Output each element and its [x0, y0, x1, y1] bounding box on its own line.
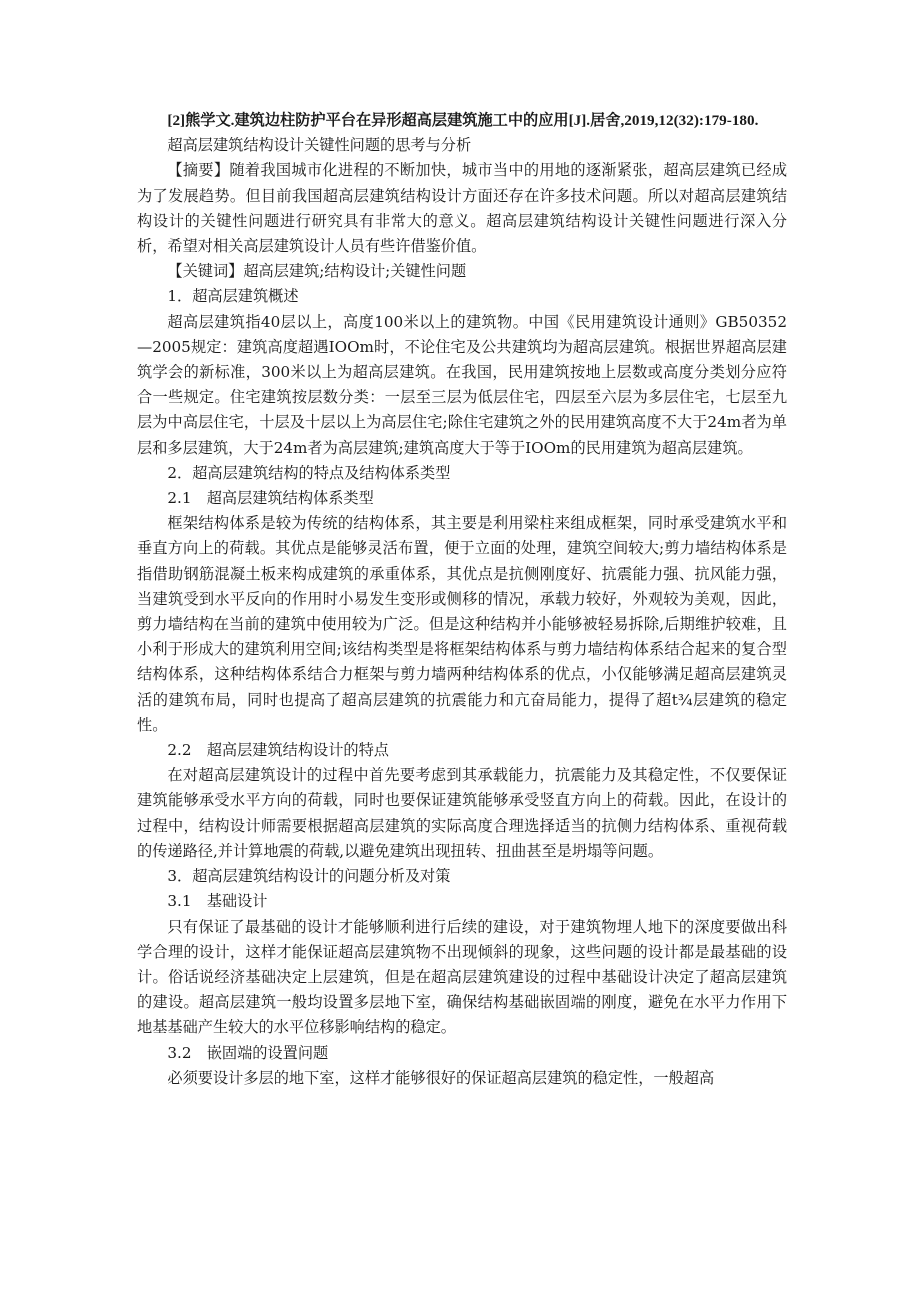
section-1-paragraph: 超高层建筑指40层以上，高度100米以上的建筑物。中国《民用建筑设计通则》GB50352—2005规定：建筑高度超遇IOOm时，不论住宅及公共建筑均为超高层建筑。根据世界超高层建筑学会的新标准，300米以上为超高层建筑。在我国，民用建筑按地上层数或高度分类划分应符合一些规定。住宅建筑按层数分类：一层至三层为低层住宅，四层至六层为多层住宅，七层至九层为中高层住宅，十层及十层以上为高层住宅;除住宅建筑之外的民用建筑高度不大于24m者为单层和多层建筑，大于24m者为高层建筑;建筑高度大于等于IOOm的民用建筑为超高层建筑。	[137, 312, 787, 457]
section-3-2-paragraph: 必须要设计多层的地下室，这样才能够很好的保证超高层建筑的稳定性，一般超高	[167, 1068, 715, 1087]
section-1-heading: 1．超高层建筑概述	[167, 287, 299, 306]
section-2-2-paragraph: 在对超高层建筑设计的过程中首先要考虑到其承载能力，抗震能力及其稳定性，不仅要保证建筑能够承受水平方向的荷载，同时也要保证建筑能够承受竖直方向上的荷载。因此，在设计的过程中，结构设计师需要根据超高层建筑的实际高度合理选择适当的抗侧力结构体系、重视荷载的传递路径,并计算地震的荷载,以避免建筑出现扭转、扭曲甚至是坍塌等问题。	[137, 766, 787, 860]
document-body	[137, 108, 787, 1091]
section-3-2-heading: 3.2 嵌固端的设置问题	[167, 1043, 329, 1062]
section-3-1-heading: 3.1 基础设计	[167, 892, 268, 911]
section-2-2-heading: 2.2 超高层建筑结构设计的特点	[167, 741, 389, 760]
article-title: 超高层建筑结构设计关键性问题的思考与分析	[167, 136, 472, 155]
keywords: 【关键词】超高层建筑;结构设计;关键性问题	[167, 262, 467, 281]
section-2-heading: 2．超高层建筑结构的特点及结构体系类型	[167, 463, 451, 482]
section-2-1-heading: 2.1 超高层建筑结构体系类型	[167, 489, 374, 508]
reference-entry: [2]熊学文.建筑边柱防护平台在异形超高层建筑施工中的应用[J].居舍,2019,12(32):179-180.	[167, 112, 759, 129]
section-3-heading: 3．超高层建筑结构设计的问题分析及对策	[167, 867, 451, 886]
abstract: 【摘要】随着我国城市化进程的不断加快，城市当中的用地的逐渐紧张，超高层建筑已经成为了发展趋势。但目前我国超高层建筑结构设计方面还存在许多技术问题。所以对超高层建筑结构设计的关键性问题进行研究具有非常大的意义。超高层建筑结构设计关键性问题进行深入分析，希望对相关高层建筑设计人员有些许借鉴价值。	[137, 161, 787, 256]
section-3-1-paragraph: 只有保证了最基础的设计才能够顺利进行后续的建设，对于建筑物埋人地下的深度要做出科学合理的设计，这样才能保证超高层建筑物不出现倾斜的现象，这些问题的设计都是最基础的设计。俗话说经济基础决定上层建筑，但是在超高层建筑建设的过程中基础设计决定了超高层建筑的建设。超高层建筑一般均设置多层地下室，确保结构基础嵌固端的刚度，避免在水平力作用下地基基础产生较大的水平位移影响结构的稳定。	[137, 917, 787, 1037]
section-2-1-paragraph: 框架结构体系是较为传统的结构体系，其主要是利用梁柱来组成框架，同时承受建筑水平和垂直方向上的荷载。其优点是能够灵活布置，便于立面的处理，建筑空间较大;剪力墙结构体系是指借助钢筋混凝土板来构成建筑的承重体系，其优点是抗侧刚度好、抗震能力强、抗风能力强，当建筑受到水平反向的作用时小易发生变形或侧移的情况，承载力较好，外观较为美观，因此，剪力墙结构在当前的建筑中使用较为广泛。但是这种结构并小能够被轻易拆除,后期维护较难，且小利于形成大的建筑利用空间;该结构类型是将框架结构体系与剪力墙结构体系结合起来的复合型结构体系，这种结构体系结合力框架与剪力墙两种结构体系的优点，小仅能够满足超高层建筑灵活的建筑布局，同时也提高了超高层建筑的抗震能力和亢奋局能力，提得了超t¾层建筑的稳定性。	[137, 514, 787, 734]
